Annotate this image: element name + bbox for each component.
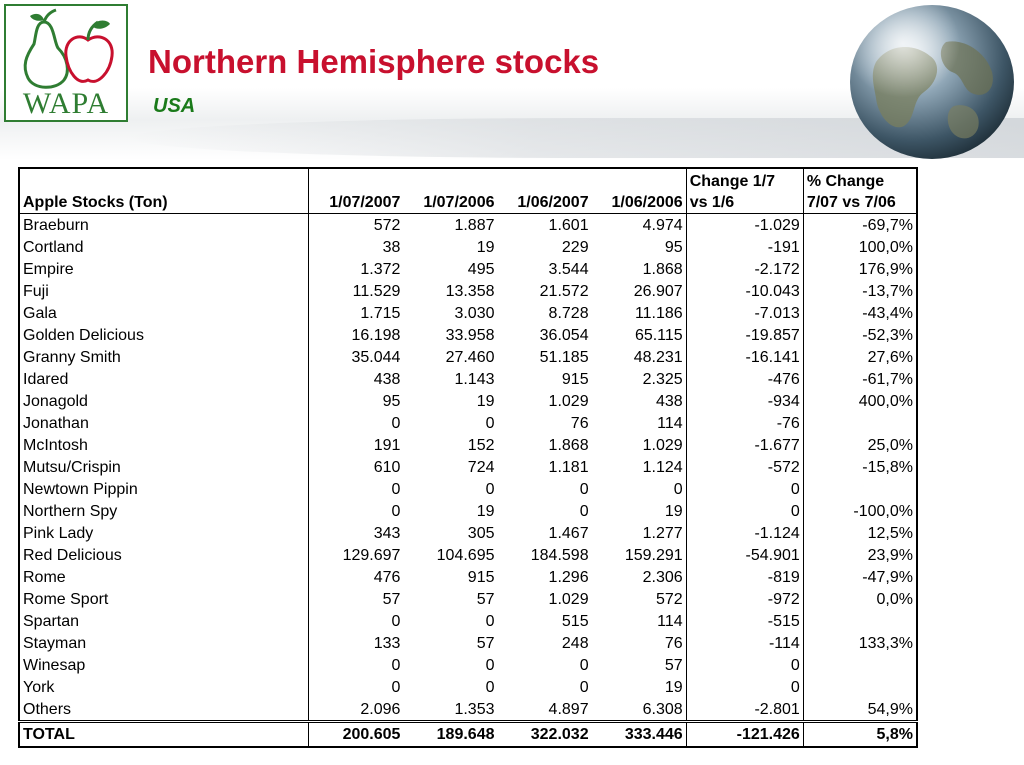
variety-name: Northern Spy [19,500,309,522]
total-cell: 189.648 [403,722,497,748]
stock-value: 248 [561,634,589,652]
stock-value: -572 [686,456,803,478]
stock-value: 1.181 [548,458,589,476]
variety-name: Cortland [19,236,309,258]
stock-value: 1.029 [548,392,589,410]
stock-value: 191 [373,436,401,454]
variety-name: Granny Smith [19,346,309,368]
table-row [19,676,917,698]
total-cell: 333.446 [592,722,687,748]
stock-value: 2.306 [642,568,683,586]
stock-value: 1.372 [360,260,401,278]
table-row [19,500,917,522]
variety-name: Stayman [19,632,309,654]
variety-name: McIntosh [19,434,309,456]
stock-value: 495 [467,260,495,278]
stock-value: 0 [485,414,495,432]
stock-value: 1.296 [548,568,589,586]
stock-value: -1.124 [686,522,803,544]
table-row [19,280,917,302]
stock-value: 21.572 [539,282,589,300]
globe-icon [846,2,1018,162]
variety-name: Golden Delicious [19,324,309,346]
stock-value: 1.601 [548,216,589,234]
stock-value: 0 [485,678,495,696]
stock-value: -2.801 [686,698,803,722]
stock-value [803,610,917,632]
variety-name: Red Delicious [19,544,309,566]
stock-value: 1.715 [360,304,401,322]
table-row [19,434,917,456]
stock-value: 0 [579,480,589,498]
stock-value: 1.887 [454,216,495,234]
header-pct-change [803,168,917,214]
stock-value: 0 [686,676,803,698]
stock-value: 95 [382,392,401,410]
stock-value: 100,0% [858,238,913,256]
table-row [19,258,917,280]
stock-value: 0 [391,656,401,674]
stock-value: 915 [561,370,589,388]
stock-value: 76 [570,414,589,432]
header-date-1: 1/07/2007 [309,168,404,214]
stock-value: 57 [476,634,495,652]
logo-text: WAPA [22,87,110,120]
header-date-4: 1/06/2006 [592,168,687,214]
stock-value: 915 [467,568,495,586]
stock-value: 6.308 [642,700,683,718]
total-label: TOTAL [19,722,309,748]
stock-value [803,654,917,676]
stock-value: 57 [382,590,401,608]
stock-value: 54,9% [867,700,913,718]
header-change [686,168,803,214]
stock-value: 57 [476,590,495,608]
table-row [19,698,917,722]
stock-value: -934 [686,390,803,412]
variety-name: Rome [19,566,309,588]
stock-value: 23,9% [867,546,913,564]
stock-value: 26.907 [633,282,683,300]
table-row [19,346,917,368]
stock-value: -16.141 [686,346,803,368]
stock-value: 1.124 [642,458,683,476]
stock-value: -7.013 [686,302,803,324]
stock-value: 572 [373,216,401,234]
stock-value: 0 [686,654,803,676]
total-cell: -121.426 [686,722,803,748]
stock-value: -52,3% [862,326,913,344]
stock-value: 1.143 [454,370,495,388]
table-row [19,610,917,632]
table-row [19,544,917,566]
stock-value: -61,7% [862,370,913,388]
stock-value: 0,0% [876,590,913,608]
table-row [19,324,917,346]
variety-name: Empire [19,258,309,280]
stock-value: 0 [673,480,683,498]
stock-value: 610 [373,458,401,476]
stock-value: 0 [579,678,589,696]
pear-apple-logo-icon [6,6,126,96]
header-change-line1: Change 1/7 [689,173,776,190]
stock-value: 19 [664,678,683,696]
variety-name: Pink Lady [19,522,309,544]
stock-value: -76 [686,412,803,434]
stock-value: 57 [664,656,683,674]
stock-value: 19 [664,502,683,520]
variety-name: Jonathan [19,412,309,434]
stock-value: 114 [657,612,683,630]
stock-value: 1.467 [548,524,589,542]
table-row [19,522,917,544]
stock-value: 0 [391,414,401,432]
stock-value: 48.231 [633,348,683,366]
variety-name: Jonagold [19,390,309,412]
stock-value: 0 [391,678,401,696]
total-cell: 5,8% [803,722,917,748]
stock-value: -1.029 [686,214,803,237]
stock-value: 4.897 [548,700,589,718]
stock-value: -43,4% [862,304,913,322]
stock-value: 0 [579,502,589,520]
variety-name: Winesap [19,654,309,676]
variety-name: Spartan [19,610,309,632]
variety-name: York [19,676,309,698]
apple-stocks-table [18,167,918,748]
table-row [19,478,917,500]
stock-value: -13,7% [862,282,913,300]
stock-value: 12,5% [867,524,913,542]
stock-value: 2.096 [360,700,401,718]
total-row [19,722,917,748]
variety-name: Braeburn [19,214,309,237]
stock-value: 19 [476,392,495,410]
stock-value: -15,8% [862,458,913,476]
header-pct-line2: 7/07 vs 7/06 [806,194,896,211]
stock-value: 36.054 [539,326,589,344]
stock-value [803,676,917,698]
table-row [19,632,917,654]
variety-name: Rome Sport [19,588,309,610]
stock-value: 159.291 [624,546,683,564]
stock-value: 51.185 [539,348,589,366]
stock-value: -819 [686,566,803,588]
header-date-3: 1/06/2007 [498,168,592,214]
page-title: Northern Hemisphere stocks [148,43,600,80]
stock-value: 229 [561,238,589,256]
stock-value: 0 [485,480,495,498]
table-header-row [19,168,917,214]
stock-value: 11.186 [634,304,683,322]
stock-value: 0 [391,612,401,630]
stock-value: 4.974 [642,216,683,234]
stock-value: 27,6% [867,348,913,366]
stock-value: 38 [382,238,401,256]
stock-value: -69,7% [862,216,913,234]
stock-value: 133 [373,634,401,652]
stock-value: 16.198 [351,326,401,344]
stock-value: 343 [373,524,401,542]
stock-value: -19.857 [686,324,803,346]
stock-value: 0 [686,478,803,500]
stock-value: -47,9% [862,568,913,586]
variety-name: Idared [19,368,309,390]
stock-value: -10.043 [686,280,803,302]
stock-value: 114 [657,414,683,432]
stock-value: -515 [686,610,803,632]
stock-value: 8.728 [548,304,589,322]
stock-value: 3.030 [454,304,495,322]
table-row [19,566,917,588]
stock-value: 2.325 [642,370,683,388]
table-row [19,588,917,610]
stock-value [803,478,917,500]
table-row [19,236,917,258]
stock-value: 305 [467,524,495,542]
stock-value: 76 [664,634,683,652]
page-subtitle: USA [153,95,196,117]
stock-value: -114 [686,632,803,654]
header-change-line2: vs 1/6 [689,194,735,211]
stock-value: 19 [476,502,495,520]
table-row [19,456,917,478]
stock-value: 11.529 [352,282,401,300]
wapa-logo [4,4,128,122]
stock-value: 35.044 [351,348,401,366]
stock-value: 133,3% [858,634,913,652]
stock-value: 19 [476,238,495,256]
stock-value: -1.677 [686,434,803,456]
header-pct-line1: % Change [806,173,885,190]
stock-value: 476 [373,568,401,586]
header-variety: Apple Stocks (Ton) [19,168,309,214]
stock-value: 129.697 [342,546,401,564]
variety-name: Others [19,698,309,722]
stock-value: 0 [391,502,401,520]
stock-value: 184.598 [530,546,589,564]
stock-value: 515 [561,612,589,630]
stock-value: 1.353 [454,700,495,718]
variety-name: Mutsu/Crispin [19,456,309,478]
stock-value: 1.029 [642,436,683,454]
stock-value: 13.358 [445,282,495,300]
stock-value: 1.277 [642,524,683,542]
stock-value: 1.029 [548,590,589,608]
table-row [19,302,917,324]
stock-value: 176,9% [858,260,913,278]
table-row [19,654,917,676]
stock-value: -972 [686,588,803,610]
stock-value: 438 [373,370,401,388]
stock-value: 1.868 [548,436,589,454]
table-row [19,214,917,237]
stock-value: 65.115 [634,326,683,344]
stock-value: -191 [686,236,803,258]
stock-value: 0 [686,500,803,522]
stock-value: 0 [485,612,495,630]
variety-name: Gala [19,302,309,324]
table-row [19,368,917,390]
table-row [19,412,917,434]
header-date-2: 1/07/2006 [403,168,497,214]
stock-value: 0 [391,480,401,498]
stock-value: -476 [686,368,803,390]
table-row [19,390,917,412]
variety-name: Newtown Pippin [19,478,309,500]
stock-value: 152 [467,436,495,454]
stock-value: -100,0% [853,502,913,520]
stock-value: 0 [579,656,589,674]
stock-value: 1.868 [642,260,683,278]
stock-value: 438 [655,392,683,410]
total-cell: 322.032 [498,722,592,748]
stock-value [803,412,917,434]
stock-value: -54.901 [686,544,803,566]
stock-value: 724 [467,458,495,476]
stock-value: 0 [485,656,495,674]
stock-value: 33.958 [445,326,495,344]
stock-value: 3.544 [548,260,589,278]
stock-value: 95 [664,238,683,256]
stock-value: 400,0% [858,392,913,410]
variety-name: Fuji [19,280,309,302]
stock-value: 25,0% [867,436,913,454]
stock-value: 572 [655,590,683,608]
stock-value: -2.172 [686,258,803,280]
total-cell: 200.605 [309,722,404,748]
stock-value: 27.460 [445,348,495,366]
stock-value: 104.695 [436,546,495,564]
